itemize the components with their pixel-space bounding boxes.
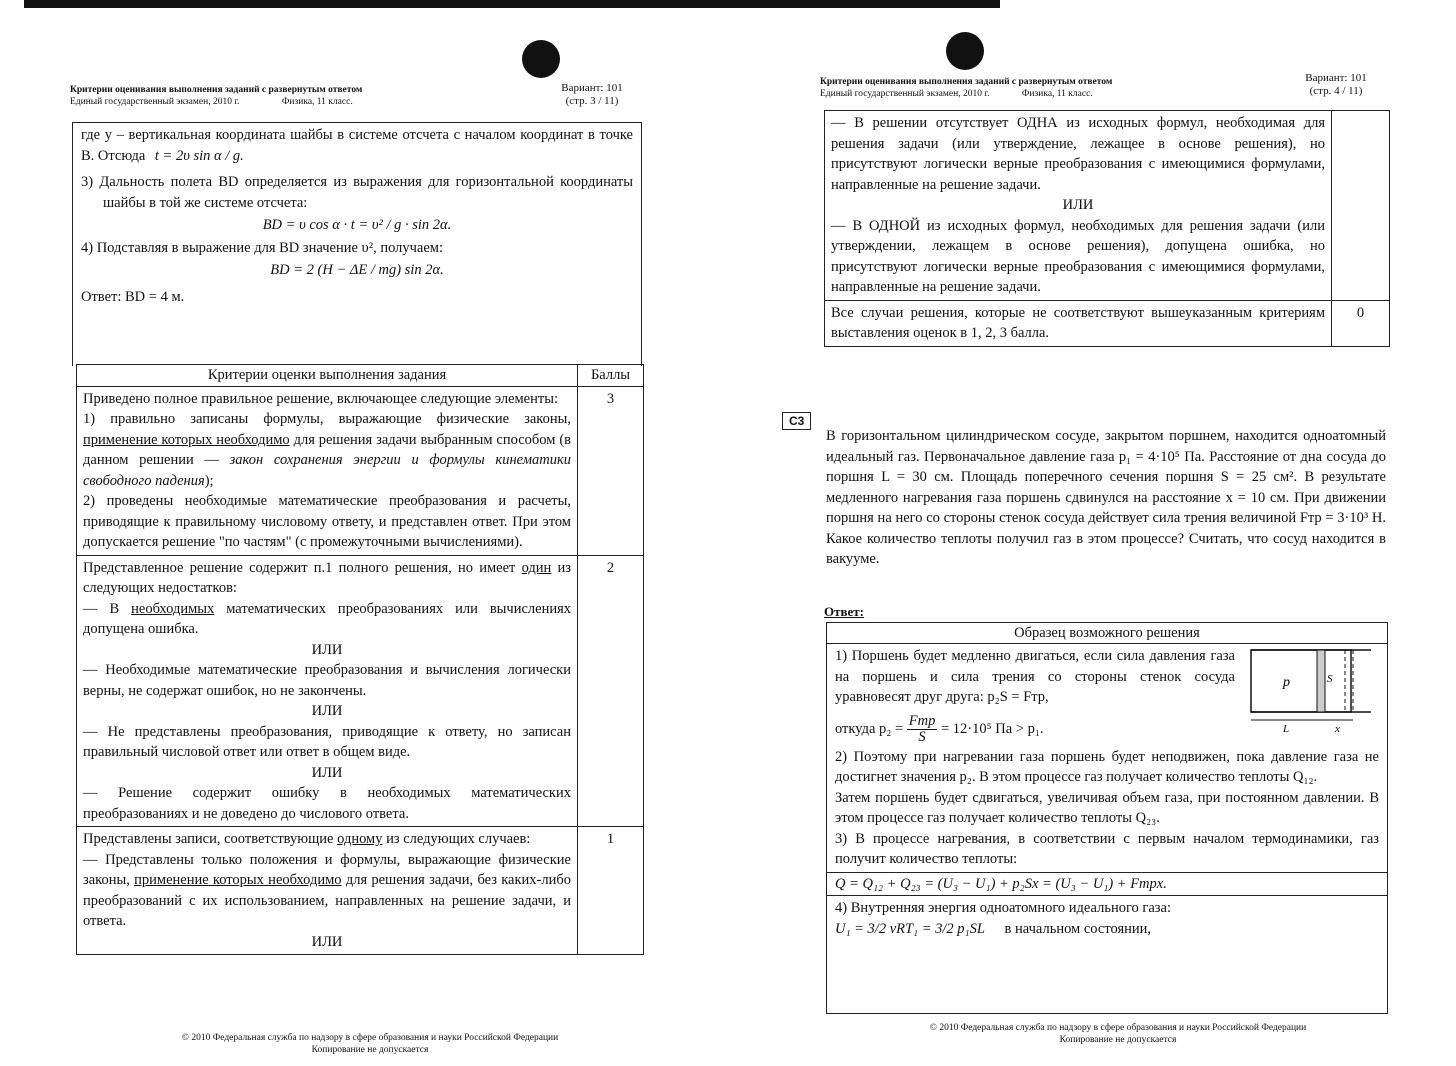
row1-intro-b: из следующих случаев: — [386, 831, 531, 847]
col-points: Баллы — [578, 365, 644, 387]
header-subtitle: Единый государственный экзамен, 2010 г. — [70, 97, 240, 107]
sol1-fraction — [907, 714, 938, 745]
row2-intro-underline: один — [521, 559, 552, 576]
piston-diagram — [1247, 646, 1377, 738]
criteria-table-continued — [824, 110, 1390, 347]
footer-copy-note: Копирование не допускается — [311, 1045, 429, 1055]
answer-label: Ответ: — [824, 604, 865, 619]
label-s: S — [1327, 673, 1333, 685]
table-row — [77, 827, 644, 955]
frac-numerator: Fтр — [908, 712, 936, 729]
footer-copy-note: Копирование не допускается — [1059, 1035, 1177, 1045]
sol3-text: 3) В процессе нагревания, в соответствии с первым началом термодинамики, газ получит количество теплоты: — [835, 830, 1379, 867]
punch-hole-icon — [522, 40, 560, 78]
points-1: 1 — [578, 827, 644, 955]
or-separator: ИЛИ — [311, 933, 343, 950]
row1-a-underline: применение которых необходимо — [134, 872, 342, 888]
sol2b-text: Затем поршень будет сдвигаться, увеличивая объем газа, при постоянном давлении. В этом процессе газ получает количество теплоты Q₂₃. — [835, 789, 1379, 826]
punch-hole-icon — [946, 32, 984, 70]
or-separator: ИЛИ — [311, 703, 343, 719]
row2-a-underline: необходимых — [131, 600, 215, 617]
or-separator: ИЛИ — [311, 641, 343, 658]
solution-step4 — [827, 896, 1387, 941]
formula-t: t = 2υ sin α / g. — [154, 147, 244, 164]
header-subtitle: Единый государственный экзамен, 2010 г. — [820, 89, 990, 99]
sol4-text: 4) Внутренняя энергия одноатомного идеального газа: — [835, 900, 1171, 916]
row3-p1-a: 1) правильно записаны формулы, выражающие физические законы, — [83, 411, 571, 427]
col-criteria: Критерии оценки выполнения задания — [77, 365, 578, 387]
criteria-0-cell: Все случаи решения, которые не соответствуют вышеуказанным критериям выставления оценок в 1, 2, 3 балла. — [825, 300, 1332, 346]
solution-body — [827, 644, 1387, 872]
criteria-1-cell — [77, 827, 578, 955]
page-number: (стр. 3 / 11) — [565, 95, 619, 107]
sol1-formula — [835, 714, 1235, 745]
table-row — [77, 386, 644, 555]
points-0: 0 — [1332, 300, 1390, 346]
page-number: (стр. 4 / 11) — [1309, 85, 1363, 97]
points-empty — [1332, 111, 1390, 301]
solution-step1 — [835, 646, 1235, 745]
piston — [1317, 650, 1325, 712]
sol3-formula: Q = Q₁₂ + Q₂₃ = (U₃ − U₁) + p₂Sx = (U₃ − U₁) + Fтрx. — [827, 872, 1387, 897]
header-subject: Физика, 11 класс. — [1021, 89, 1093, 99]
formula-bd1: BD = υ cos α · t = υ² / g · sin 2α. — [262, 217, 452, 233]
row1-intro — [83, 829, 571, 850]
criteria-2-cell — [77, 555, 578, 827]
row1-intro-underline: одному — [337, 831, 383, 847]
page-header — [70, 84, 510, 108]
solution-title: Образец возможного решения — [827, 623, 1387, 644]
table-header-row — [77, 365, 644, 387]
sol4-formula-line — [835, 919, 1379, 940]
sol1-text: 1) Поршень будет медленно двигаться, если сила давления газа на поршень и сила трения со стороны стенок сосуда уравновесят друг друга: p₂S = Fтр, — [835, 648, 1235, 705]
variant-label: Вариант: 101 — [561, 82, 623, 94]
row2-intro-b: из следующих недостатков: — [83, 559, 572, 596]
table-row — [77, 555, 644, 827]
or-separator: ИЛИ — [1062, 197, 1094, 213]
sol2-text: 2) Поэтому при нагревании газа поршень будет неподвижен, пока давление газа не достигнет значения p₂. В этом процессе газ получает количество теплоты Q₁₂. — [835, 748, 1379, 785]
row1-case-b: — В решении отсутствует ОДНА из исходных формул, необходимая для решения задачи (или утверждение, лежащее в основе решения), но присутствуют логически верные преобразования с имеющимися формулами, направленные на решение задачи. — [831, 115, 1325, 193]
solution-item3: 3) Дальность полета BD определяется из выражения для горизонтальной координаты шайбы в той же системе отсчета: — [81, 174, 633, 211]
variant-block — [548, 82, 636, 108]
criteria-3-cell — [77, 386, 578, 555]
row3-point1 — [83, 409, 571, 491]
row3-point2: 2) проведены необходимые математические преобразования и расчеты, приводящие к правильному числовому ответу, и представлен ответ. При этом допускается решение "по частям" (с промежуточными вычислениями). — [83, 493, 571, 550]
row2-case-a — [83, 599, 571, 640]
row2-a-pre: — В — [83, 600, 120, 617]
row3-p1-end: ); — [204, 472, 214, 489]
solution-step1-row — [835, 646, 1379, 745]
formula-bd2: BD = 2 (H − ΔE / mg) sin 2α. — [270, 262, 444, 278]
row1-case-a — [83, 850, 571, 932]
row3-p1-b: для решения задачи выбранным способом (в данном решении — — [83, 431, 572, 468]
row2-case-c: — Не представлены преобразования, приводящие к ответу, но записан правильный числовой ответ или ответ в общем виде. — [83, 723, 571, 760]
page-footer — [868, 1022, 1368, 1046]
criteria-table — [76, 364, 644, 955]
footer-copyright: © 2010 Федеральная служба по надзору в сфере образования и науки Российской Федерации — [181, 1033, 559, 1043]
variant-block — [1292, 72, 1380, 98]
or-separator: ИЛИ — [311, 764, 343, 781]
points-3: 3 — [578, 386, 644, 555]
criteria-1-continued-cell — [825, 111, 1332, 301]
sol1-formula-pre: откуда p₂ = — [835, 720, 904, 737]
footer-copyright: © 2010 Федеральная служба по надзору в сфере образования и науки Российской Федерации — [929, 1023, 1307, 1033]
row2-a-post: математических преобразованиях или вычислениях допущена ошибка. — [83, 600, 572, 637]
frac-denominator: S — [918, 728, 926, 745]
row2-intro-a: Представленное решение содержит п.1 полного решения, но имеет — [83, 559, 516, 576]
solution-block — [72, 122, 642, 366]
row3-p1-underline: применение которых необходимо — [83, 431, 290, 448]
page-header — [820, 76, 1240, 100]
cylinder-body — [1251, 650, 1351, 712]
sol4-tail: в начальном состоянии, — [1004, 920, 1152, 937]
variant-label: Вариант: 101 — [1305, 72, 1367, 84]
row3-intro: Приведено полное правильное решение, включающее следующие элементы: — [83, 390, 558, 407]
table-row — [825, 111, 1390, 301]
row1-a-post: для решения задачи, без каких-либо преобразований с их использованием, направленных на решение задачи, и ответа. — [83, 872, 572, 929]
header-title: Критерии оценивания выполнения заданий с развернутым ответом — [70, 85, 363, 95]
sol4-formula: U₁ = 3/2 νRT₁ = 3/2 p₁SL — [835, 920, 985, 937]
header-title: Критерии оценивания выполнения заданий с развернутым ответом — [820, 77, 1113, 87]
label-p: p — [1283, 675, 1290, 690]
task-label: C3 — [782, 412, 811, 430]
table-row — [825, 300, 1390, 346]
label-x: x — [1335, 723, 1340, 735]
row1-case-c: — В ОДНОЙ из исходных формул, необходимых для решения задачи (или утверждении, лежащем в основе решения), допущена ошибка, но присутствуют логически верные преобразования с имеющимися формулами, направленные на решение задачи. — [831, 217, 1325, 295]
row2-intro — [83, 558, 571, 599]
solution-answer: Ответ: BD = 4 м. — [81, 288, 185, 305]
sol1-formula-post: = 12·10⁵ Па > p₁. — [940, 720, 1044, 737]
points-2: 2 — [578, 555, 644, 827]
row3-p1-italic: закон сохранения энергии и формулы кинематики свободного падения — [83, 452, 571, 489]
solution-line1: где y – вертикальная координата шайбы в системе отсчета с началом координат в точке B. Отсюда — [81, 127, 633, 164]
header-subject: Физика, 11 класс. — [281, 97, 353, 107]
row1-a-pre: — Представлены только положения и формулы, выражающие физические законы, — [83, 851, 571, 888]
solution-item4: 4) Подставляя в выражение для BD значение υ², получаем: — [81, 239, 443, 256]
row2-case-b: — Необходимые математические преобразования и вычисления логически верны, не содержат ошибок, но не закончены. — [83, 662, 571, 699]
page-footer — [120, 1032, 620, 1056]
solution-box — [826, 622, 1388, 1014]
right-page — [728, 0, 1456, 1066]
task-text: В горизонтальном цилиндрическом сосуде, закрытом поршнем, находится одноатомный идеальный газ. Первоначальное давление газа p₁ = 4·10⁵ Па. Расстояние от дна сосуда до поршня L = 30 см. Площадь поперечного сечения поршня S = 25 см². В результате медленного нагревания газа поршень сдвинулся на расстояние x = 10 см. При движении поршня на него со стороны стенок сосуда действует сила трения величиной Fтр = 3·10³ Н. Какое количество теплоты получил газ в этом процессе? Считать, что сосуд находится в вакууме. — [826, 428, 1386, 567]
row2-case-d: — Решение содержит ошибку в необходимых математических преобразованиях и не доведено до числового ответа. — [83, 785, 571, 822]
row1-intro-a: Представлены записи, соответствующие — [83, 831, 334, 847]
label-L: L — [1283, 723, 1290, 735]
